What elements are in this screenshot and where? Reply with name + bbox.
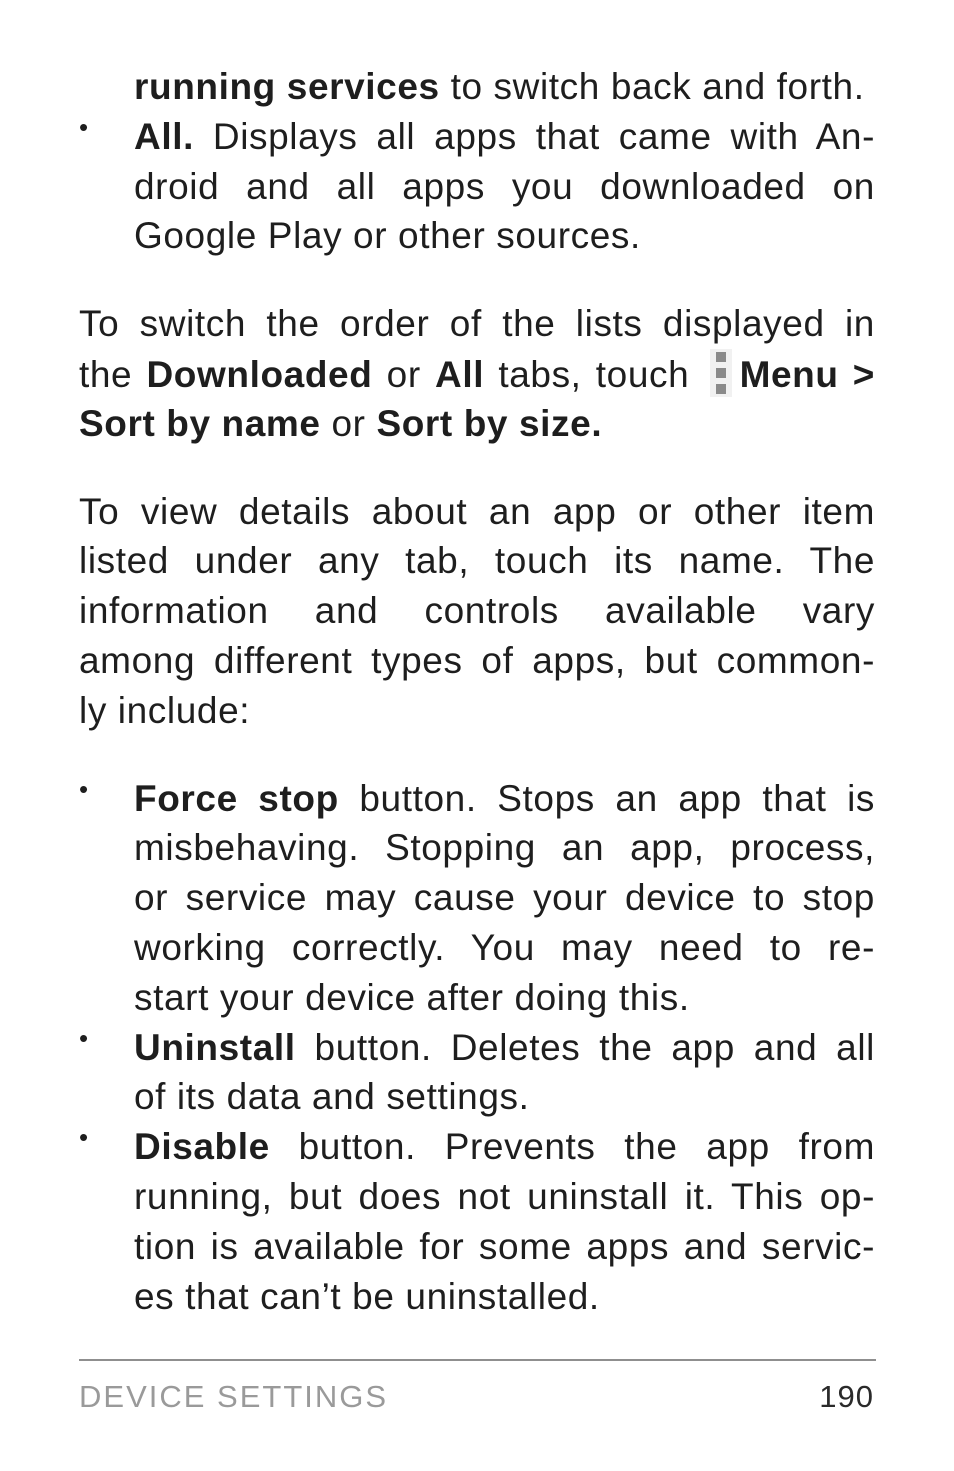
text-run: tabs, touch — [484, 353, 704, 395]
list-text: to switch back and forth. — [439, 66, 865, 107]
list-item-line — [79, 1072, 875, 1122]
paragraph-line: To view details about an app or other item — [79, 490, 875, 532]
paragraph-line: ly include: — [79, 689, 251, 731]
list-text: of its data and settings. — [134, 1076, 530, 1118]
list-item-line — [79, 774, 875, 824]
list-item-line — [79, 1272, 875, 1322]
bold-term: Force stop — [134, 777, 339, 819]
list-item-line — [79, 112, 875, 162]
list-item-line — [79, 1172, 875, 1222]
list-text: Google Play or other sources. — [134, 215, 641, 257]
list-text: tion is available for some apps and servic- — [134, 1225, 875, 1267]
list-item-line — [79, 923, 875, 973]
bold-term: Downloaded — [146, 353, 373, 395]
sort-paragraph — [79, 299, 875, 448]
details-paragraph — [79, 487, 875, 736]
list-item-line — [79, 162, 875, 212]
paragraph-line: listed under any tab, touch its name. The — [79, 540, 875, 582]
paragraph-line: To switch the order of the lists displayed in — [79, 303, 875, 345]
page-number: 190 — [819, 1379, 874, 1414]
paragraph-line: information and controls available vary — [79, 590, 875, 632]
text-run: or — [372, 353, 436, 395]
list-text: Displays all apps that came with An- — [193, 115, 875, 157]
paragraph-gap — [79, 449, 875, 487]
list-text: button. Stops an app that is — [338, 777, 875, 819]
bold-term: Sort by size. — [376, 402, 603, 444]
continued-list-line — [79, 62, 875, 112]
list-item-all — [79, 112, 875, 261]
text-run: the — [79, 353, 147, 395]
footer-divider — [79, 1359, 876, 1361]
bold-term: Disable — [134, 1126, 270, 1168]
text-run: or — [320, 402, 377, 444]
bullet-marker: • — [79, 773, 89, 804]
list-item-line — [79, 1023, 875, 1073]
list-text: running, but does not uninstall it. This op- — [134, 1175, 875, 1217]
list-item-line — [79, 823, 875, 873]
menu-icon — [710, 349, 732, 397]
bullet-marker: • — [79, 111, 89, 142]
list-item-uninstall — [79, 1023, 875, 1123]
list-item-line — [79, 973, 875, 1023]
page-body — [79, 62, 875, 1321]
bold-term: All — [435, 353, 485, 395]
bold-term: Sort by name — [79, 402, 321, 444]
list-item-disable — [79, 1122, 875, 1321]
list-item-force-stop — [79, 774, 875, 1023]
paragraph-gap — [79, 736, 875, 774]
list-text: start your device after doing this. — [134, 976, 690, 1018]
bullet-marker: • — [79, 1122, 89, 1153]
bold-term: Menu > — [739, 353, 876, 395]
bold-term: Uninstall — [134, 1026, 296, 1068]
paragraph-line — [79, 349, 875, 399]
list-text: droid and all apps you downloaded on — [134, 165, 875, 207]
paragraph-gap — [79, 261, 875, 299]
list-text: button. Deletes the app and all — [295, 1026, 875, 1068]
list-item-line — [79, 873, 875, 923]
list-text: or service may cause your device to stop — [134, 877, 875, 919]
list-item-line — [79, 211, 875, 261]
bold-term: running services — [134, 66, 440, 107]
footer-section-title: DEVICE SETTINGS — [79, 1379, 389, 1414]
list-text: es that can’t be uninstalled. — [134, 1275, 600, 1317]
list-item-line — [79, 1122, 875, 1172]
paragraph-line — [79, 399, 875, 449]
paragraph-line: among different types of apps, but common- — [79, 639, 875, 681]
list-item-line — [79, 1222, 875, 1272]
bold-term: All. — [134, 115, 194, 157]
list-text: misbehaving. Stopping an app, process, — [134, 827, 875, 869]
bullet-marker: • — [79, 1022, 89, 1053]
list-text: button. Prevents the app from — [269, 1126, 875, 1168]
list-text: working correctly. You may need to re- — [134, 926, 875, 968]
